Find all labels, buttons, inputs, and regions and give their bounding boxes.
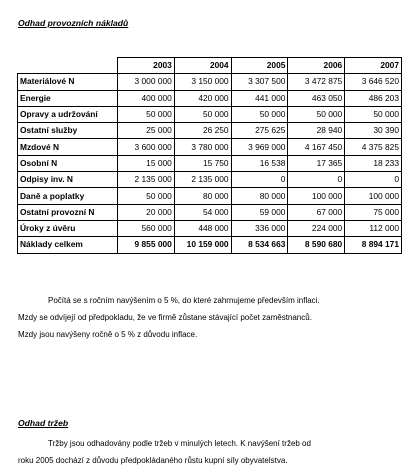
table-row xyxy=(18,220,402,236)
table-row xyxy=(18,90,402,106)
value-cell: 4 167 450 xyxy=(288,139,345,155)
row-label: Energie xyxy=(18,90,118,106)
value-cell: 80 000 xyxy=(231,188,288,204)
value-cell: 3 000 000 xyxy=(118,74,175,90)
value-cell: 224 000 xyxy=(288,220,345,236)
value-cell: 560 000 xyxy=(118,220,175,236)
value-cell: 30 390 xyxy=(345,123,402,139)
value-cell: 3 600 000 xyxy=(118,139,175,155)
year-header: 2006 xyxy=(288,58,345,74)
row-label: Úroky z úvěru xyxy=(18,220,118,236)
value-cell: 80 000 xyxy=(174,188,231,204)
year-header: 2007 xyxy=(345,58,402,74)
costs-heading: Odhad provozních nákladů xyxy=(18,18,129,28)
value-cell: 0 xyxy=(288,172,345,188)
value-cell: 50 000 xyxy=(231,106,288,122)
total-value-cell: 8 590 680 xyxy=(288,237,345,253)
table-row xyxy=(18,106,402,122)
row-label: Opravy a udržování xyxy=(18,106,118,122)
value-cell: 2 135 000 xyxy=(174,172,231,188)
table-row xyxy=(18,204,402,220)
row-label: Ostatní provozní N xyxy=(18,204,118,220)
value-cell: 3 780 000 xyxy=(174,139,231,155)
value-cell: 112 000 xyxy=(345,220,402,236)
value-cell: 15 000 xyxy=(118,155,175,171)
table-row xyxy=(18,188,402,204)
value-cell: 15 750 xyxy=(174,155,231,171)
value-cell: 3 472 875 xyxy=(288,74,345,90)
table-row xyxy=(18,155,402,171)
row-label: Mzdové N xyxy=(18,139,118,155)
value-cell: 50 000 xyxy=(118,188,175,204)
total-value-cell: 8 894 171 xyxy=(345,237,402,253)
year-header: 2003 xyxy=(118,58,175,74)
value-cell: 18 233 xyxy=(345,155,402,171)
value-cell: 100 000 xyxy=(345,188,402,204)
total-value-cell: 10 159 000 xyxy=(174,237,231,253)
value-cell: 50 000 xyxy=(174,106,231,122)
revenue-paragraph xyxy=(18,435,398,469)
table-row xyxy=(18,172,402,188)
row-label: Ostatní služby xyxy=(18,123,118,139)
row-label: Odpisy inv. N xyxy=(18,172,118,188)
paragraph-line: Tržby jsou odhadovány podle tržeb v minulých letech. K navýšení tržeb od xyxy=(48,439,311,448)
revenue-heading: Odhad tržeb xyxy=(18,418,69,428)
value-cell: 4 375 825 xyxy=(345,139,402,155)
value-cell: 2 135 000 xyxy=(118,172,175,188)
value-cell: 50 000 xyxy=(345,106,402,122)
paragraph-line: Mzdy jsou navýšeny ročně o 5 % z důvodu inflace. xyxy=(18,330,198,339)
row-label: Materiálové N xyxy=(18,74,118,90)
value-cell: 26 250 xyxy=(174,123,231,139)
table-row xyxy=(18,74,402,90)
value-cell: 0 xyxy=(345,172,402,188)
value-cell: 400 000 xyxy=(118,90,175,106)
value-cell: 25 000 xyxy=(118,123,175,139)
paragraph-line: Mzdy se odvíjejí od předpokladu, že ve firmě zůstane stávající počet zaměstnanců. xyxy=(18,313,312,322)
value-cell: 336 000 xyxy=(231,220,288,236)
total-label: Náklady celkem xyxy=(18,237,118,253)
table-row xyxy=(18,139,402,155)
year-header: 2005 xyxy=(231,58,288,74)
costs-paragraph xyxy=(18,292,398,343)
value-cell: 463 050 xyxy=(288,90,345,106)
row-label: Daně a poplatky xyxy=(18,188,118,204)
value-cell: 448 000 xyxy=(174,220,231,236)
value-cell: 3 307 500 xyxy=(231,74,288,90)
value-cell: 59 000 xyxy=(231,204,288,220)
costs-table xyxy=(17,57,402,254)
table-row xyxy=(18,123,402,139)
value-cell: 54 000 xyxy=(174,204,231,220)
value-cell: 75 000 xyxy=(345,204,402,220)
total-row xyxy=(18,237,402,253)
value-cell: 441 000 xyxy=(231,90,288,106)
year-header: 2004 xyxy=(174,58,231,74)
value-cell: 17 365 xyxy=(288,155,345,171)
value-cell: 20 000 xyxy=(118,204,175,220)
row-label: Osobní N xyxy=(18,155,118,171)
value-cell: 0 xyxy=(231,172,288,188)
value-cell: 3 150 000 xyxy=(174,74,231,90)
value-cell: 50 000 xyxy=(118,106,175,122)
value-cell: 3 646 520 xyxy=(345,74,402,90)
value-cell: 50 000 xyxy=(288,106,345,122)
paragraph-line: Počítá se s ročním navýšením o 5 %, do které zahrnujeme především inflaci. xyxy=(48,296,320,305)
value-cell: 420 000 xyxy=(174,90,231,106)
total-value-cell: 8 534 663 xyxy=(231,237,288,253)
value-cell: 28 940 xyxy=(288,123,345,139)
value-cell: 16 538 xyxy=(231,155,288,171)
corner-cell xyxy=(18,58,118,74)
value-cell: 275 625 xyxy=(231,123,288,139)
value-cell: 3 969 000 xyxy=(231,139,288,155)
value-cell: 67 000 xyxy=(288,204,345,220)
total-value-cell: 9 855 000 xyxy=(118,237,175,253)
value-cell: 100 000 xyxy=(288,188,345,204)
paragraph-line: roku 2005 dochází z důvodu předpokládaného růstu kupní síly obyvatelstva. xyxy=(18,456,288,465)
year-header-row xyxy=(18,58,402,74)
value-cell: 486 203 xyxy=(345,90,402,106)
